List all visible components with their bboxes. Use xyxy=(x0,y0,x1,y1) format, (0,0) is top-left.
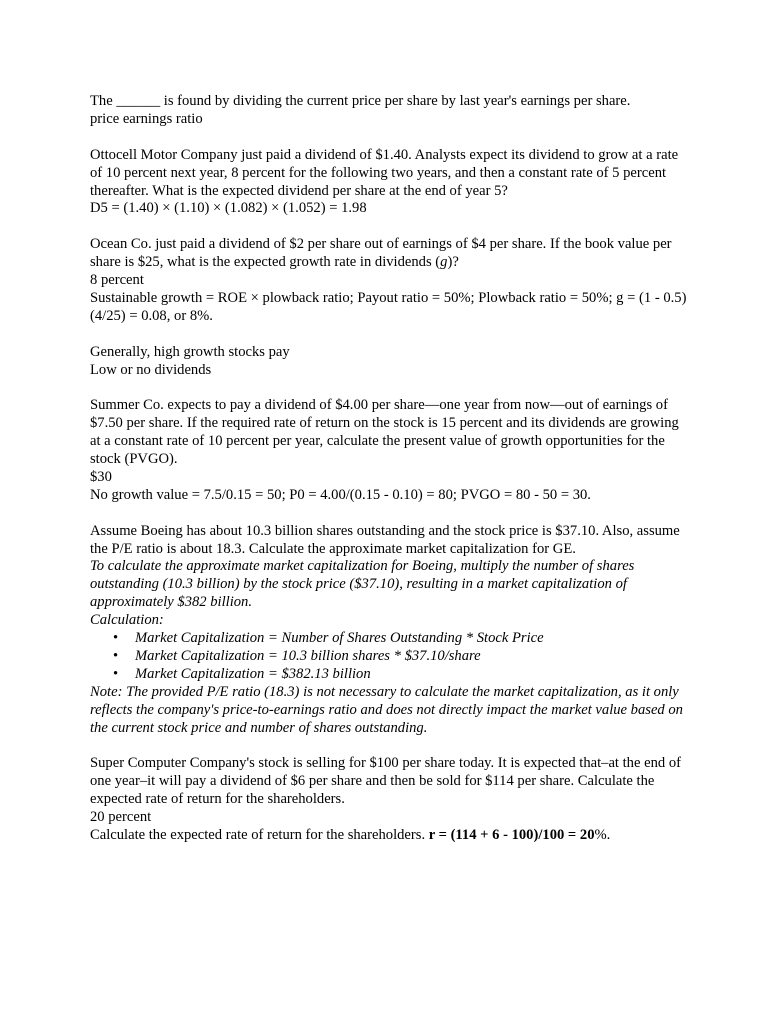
explanation-7-text xyxy=(90,827,690,845)
formula-text: r = (114 + 6 - 100)/100 = 20 xyxy=(428,827,595,844)
answer-2-text: D5 = (1.40) × (1.10) × (1.082) × (1.052) = 1.98 xyxy=(90,200,367,217)
question-6-text: Assume Boeing has about 10.3 billion shares outstanding and the stock price is $37.10. Also, assume the P/E ratio is about 18.3. Calculate the approximate market capitalization for GE. xyxy=(90,522,680,557)
bullet-icon: • xyxy=(113,665,119,682)
calculation-label: Calculation: xyxy=(90,612,164,629)
bullet-icon: • xyxy=(113,648,119,665)
list-item xyxy=(113,648,690,666)
question-4-text: Generally, high growth stocks pay xyxy=(90,343,290,360)
paragraph-gap xyxy=(90,505,690,523)
explanation-7-tail: %. xyxy=(594,827,611,844)
answer-3-text: 8 percent xyxy=(90,272,144,289)
answer-7-text: 20 percent xyxy=(90,809,152,826)
calculation-list xyxy=(90,630,690,684)
question-1-text: The ______ is found by dividing the current price per share by last year's earnings per share. xyxy=(90,93,631,109)
explanation-6-text: To calculate the approximate market capitalization for Boeing, multiply the number of shares outstanding (10.3 billion) by the stock price ($37.10), resulting in a market capitalization of approximately $382 billion. xyxy=(90,558,635,611)
question-2-text: Ottocell Motor Company just paid a dividend of $1.40. Analysts expect its dividend to grow at a rate of 10 percent next year, 8 percent for the following two years, and then a constant rate of 5 percent thereafter. What is the expected dividend per share at the end of year 5? xyxy=(90,146,679,199)
note-6-text: Note: The provided P/E ratio (18.3) is not necessary to calculate the market capitalization, as it only reflects the company's price-to-earnings ratio and does not directly impact the market value based on the current stock price and number of shares outstanding. xyxy=(90,683,683,736)
list-item xyxy=(113,630,690,648)
list-item-text: Market Capitalization = $382.13 billion xyxy=(135,665,371,682)
paragraph-gap xyxy=(90,738,690,756)
paragraph-gap xyxy=(90,326,690,344)
explanation-5-text: No growth value = 7.5/0.15 = 50; P0 = 4.00/(0.15 - 0.10) = 80; PVGO = 80 - 50 = 30. xyxy=(90,486,591,503)
answer-5-text: $30 xyxy=(90,468,112,485)
growth-variable: g xyxy=(440,254,448,271)
list-item-text: Market Capitalization = Number of Shares Outstanding * Stock Price xyxy=(135,630,544,647)
paragraph-gap xyxy=(90,218,690,236)
question-3-text-end: )? xyxy=(447,254,459,271)
paragraph-gap xyxy=(90,129,690,147)
bullet-icon: • xyxy=(113,630,119,647)
answer-1-text: price earnings ratio xyxy=(90,110,203,127)
question-7-text: Super Computer Company's stock is selling for $100 per share today. It is expected that–at the end of one year–it will pay a dividend of $6 per share and then be sold for $114 per share. Calculate the expected rate of return for the shareholders. xyxy=(90,755,681,808)
question-3-text-start: Ocean Co. just paid a dividend of $2 per share out of earnings of $4 per share. If the book value per share is $25, what is the expected growth rate in dividends ( xyxy=(90,236,672,271)
document-body xyxy=(90,93,690,845)
question-5-text: Summer Co. expects to pay a dividend of $4.00 per share—one year from now—out of earnings of $7.50 per share. If the required rate of return on the stock is 15 percent and its dividends are growing at a constant rate of 10 percent per year, calculate the present value of growth opportunities for the stock (PVGO). xyxy=(90,397,679,468)
paragraph-gap xyxy=(90,379,690,397)
list-item xyxy=(113,665,690,684)
answer-4-text: Low or no dividends xyxy=(90,361,212,378)
explanation-7-lead: Calculate the expected rate of return for the shareholders. xyxy=(90,827,429,844)
explanation-3-text: Sustainable growth = ROE × plowback ratio; Payout ratio = 50%; Plowback ratio = 50%; g = (1 - 0.5)(4/25) = 0.08, or 8%. xyxy=(90,289,687,324)
question-3-text xyxy=(90,236,690,272)
list-item-text: Market Capitalization = 10.3 billion shares * $37.10/share xyxy=(135,648,481,665)
